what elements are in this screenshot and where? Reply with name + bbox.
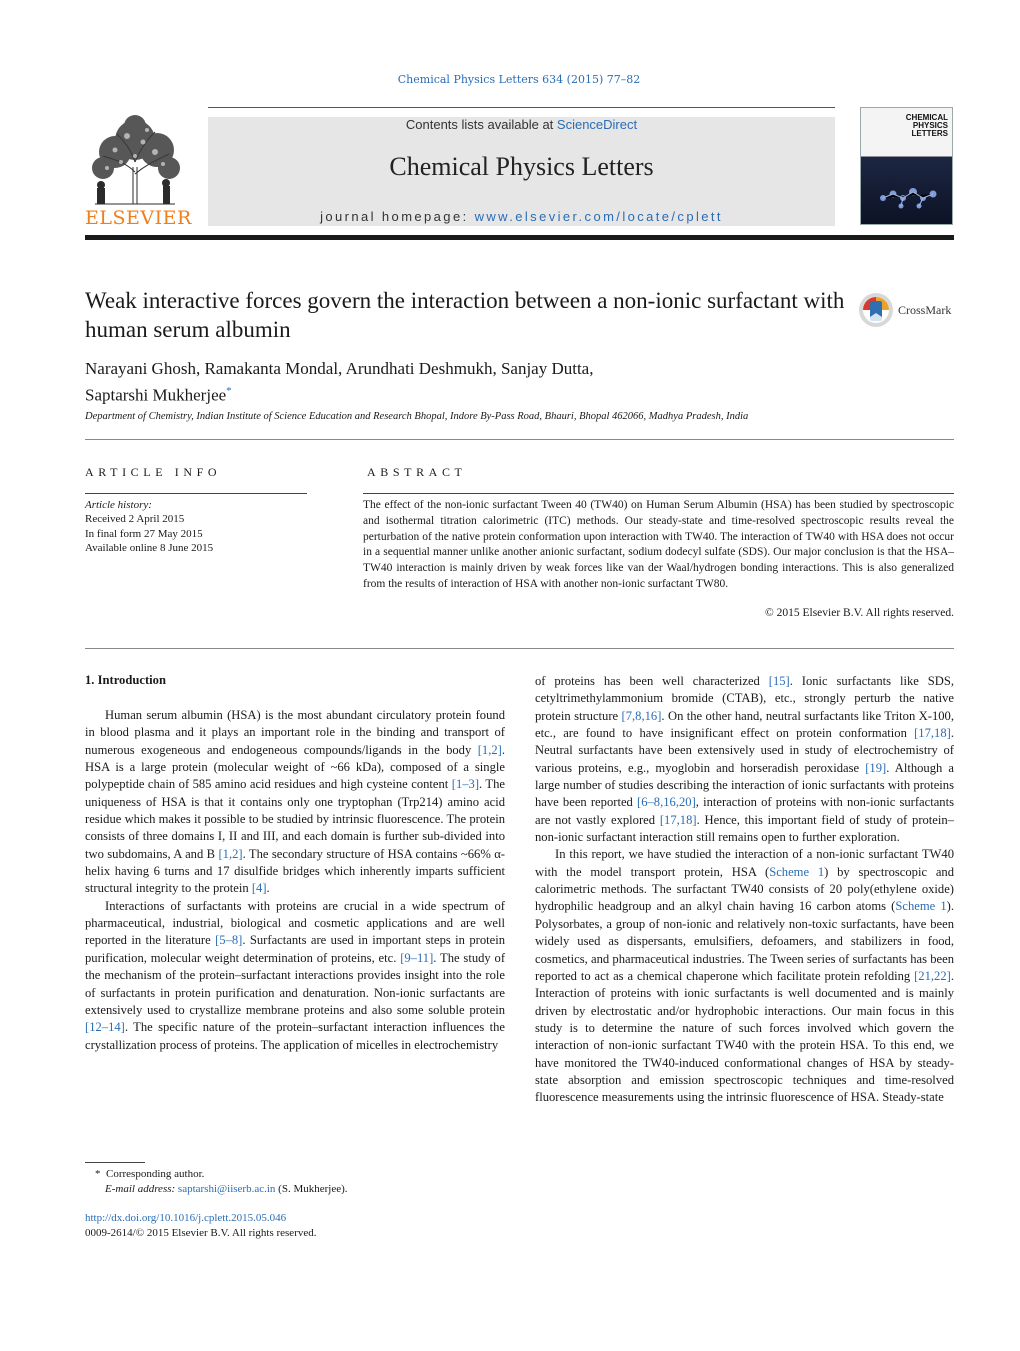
text-run: . The secondary structure of HSA contains ~66% α-helix having 6 turns and 17 disulfide bridges which inherently imparts sufficient structural integrity to the protein: [85, 846, 505, 896]
text-run: ). Polysorbates, a group of non-ionic and relatively non-toxic surfactants, have been widely used as dispersants, emulsifiers, defoamers, and stabilizers in food, cosmetics, and pharmaceutical industries. The Tween series of surfactants has been reported to act as a chemical chaperone which facilitate protein refolding: [535, 899, 955, 983]
citation-link[interactable]: [19]: [865, 760, 887, 775]
citation-link[interactable]: [9–11]: [400, 950, 434, 965]
elsevier-wordmark: ELSEVIER: [85, 207, 192, 229]
running-head: Chemical Physics Letters 634 (2015) 77–82: [397, 73, 641, 86]
journal-cover-thumbnail: [860, 107, 953, 225]
text-run: . Hence, this important field of study of protein–non-ionic surfactant interaction still remains open to further exploration.: [535, 812, 954, 845]
text-run: of proteins has been well characterized: [535, 674, 769, 688]
cover-title-line2: PHYSICS: [912, 121, 948, 130]
text-run: Human serum albumin (HSA) is the most abundant circulatory protein found in blood plasma and it plays an important role in the binding and transport of numerous exogeneous and endogeneous compounds/ligands in the body: [85, 708, 505, 757]
section-heading-introduction: 1. Introduction: [85, 673, 166, 687]
article-info-rule: [85, 493, 307, 494]
cover-molecule-image: [871, 168, 947, 218]
article-title: Weak interactive forces govern the interaction between a non-ionic surfactant with human serum albumin: [85, 288, 845, 342]
abstract-bottom-rule: [85, 648, 954, 649]
text-run: . The study of the mechanism of the protein–surfactant interactions provides insight into the role of surfactants in protein purification and denaturation. Non-ionic surfactants are extensively used to crystallize membrane proteins and also some soluble protein: [85, 950, 506, 1017]
email-label: E-mail address:: [105, 1183, 178, 1195]
issn-line: 0009-2614/© 2015 Elsevier B.V. All rights reserved.: [85, 1227, 317, 1239]
citation-link[interactable]: [4]: [251, 881, 267, 896]
abstract-heading: ABSTRACT: [367, 465, 467, 479]
text-run: . Ionic surfactants like SDS, cetyltrimethylammonium bromide (CTAB), etc., strongly perturb the native protein structure: [535, 674, 954, 723]
article-info-heading: ARTICLE INFO: [85, 465, 222, 479]
doi-block: [85, 1211, 505, 1241]
abstract-copyright: © 2015 Elsevier B.V. All rights reserved.: [765, 607, 954, 619]
history-final-form: In final form 27 May 2015: [85, 527, 203, 540]
paragraph: [535, 673, 954, 846]
author-list: [85, 357, 785, 407]
text-run: . Surfactants are used in important steps in protein purification, molecular weight determination of proteins, etc.: [85, 933, 505, 965]
email-suffix: (S. Mukherjee).: [275, 1183, 348, 1195]
authors-line1: Narayani Ghosh, Ramakanta Mondal, Arundhati Deshmukh, Sanjay Dutta,: [85, 359, 594, 378]
paragraph: [85, 707, 505, 898]
footnote-corresponding: [85, 1167, 505, 1182]
contents-prefix: Contents lists available at: [405, 117, 557, 132]
text-run: . On the other hand, neutral surfactants like Triton X-100, etc., are found to have insignificant effect on protein conformation: [535, 708, 954, 741]
footnote-mark: *: [95, 1168, 101, 1180]
history-online: Available online 8 June 2015: [85, 542, 214, 555]
email-link[interactable]: saptarshi@iiserb.ac.in: [177, 1183, 276, 1195]
article-history: [85, 498, 307, 556]
citation-link[interactable]: [15]: [768, 674, 790, 688]
crossmark-label: CrossMark: [898, 303, 952, 317]
affiliation-rule: [85, 439, 954, 440]
corresponding-mark[interactable]: *: [226, 385, 232, 397]
cover-title: [878, 114, 948, 138]
text-run: . Neutral surfactants have been extensively used in study of electrochemistry of various proteins, e.g., myoglobin and horseradish peroxidase: [535, 726, 954, 775]
homepage-link[interactable]: www.elsevier.com/locate/cplett: [474, 209, 723, 224]
doi-link[interactable]: http://dx.doi.org/10.1016/j.cplett.2015.05.046: [85, 1212, 287, 1224]
citation-link[interactable]: [1,2]: [218, 846, 243, 861]
abstract-rule: [363, 493, 954, 494]
history-received: Received 2 April 2015: [85, 513, 185, 526]
header-bottom-rule: [85, 235, 954, 240]
citation-link[interactable]: [17,18]: [659, 812, 697, 827]
text-run: , interaction of proteins with non-ionic surfactants are not vastly explored: [535, 795, 954, 827]
footnote-corresponding-text: Corresponding author.: [106, 1168, 205, 1180]
text-run: . The uniqueness of HSA is that it contains only one tryptophan (Trp214) amino acid residue which makes it possible to be studied by intrinsic fluorescence. The protein consists of three domains I, II and III, and each domain is further sub-divided into two subdomains, A and B: [85, 777, 505, 861]
citation-link[interactable]: [17,18]: [914, 726, 951, 741]
citation-link[interactable]: [6–8,16,20]: [637, 795, 696, 810]
text-run: Interactions of surfactants with proteins are crucial in a wide spectrum of pharmaceutical, industrial, biological and cosmetic applications and are well reported in the literature: [85, 898, 505, 948]
paragraph: [535, 846, 954, 1106]
text-run: . HSA is a large protein (molecular weight of ~66 kDa), composed of a single polypeptide chain of 585 amino acid residues and high cysteine content: [85, 742, 505, 792]
citation-link[interactable]: [1,2]: [477, 742, 502, 757]
citation-link[interactable]: [12–14]: [85, 1020, 125, 1035]
footnote-rule: [85, 1162, 145, 1163]
cover-title-line3: LETTERS: [911, 129, 948, 138]
abstract-text: The effect of the non-ionic surfactant Tween 40 (TW40) on Human Serum Albumin (HSA) has been studied by spectroscopic and isothermal titration calorimetric (ITC) methods. Our steady-state and time-resolved spectroscopic results reveal the perturbation of the native protein conformation upon interaction with TW40. The interaction of TW40 with HSA does not occur in a sequential manner unlike another anionic surfactant, sodium dodecyl sulfate (SDS). Our major conclusion is that the HSA–TW40 interaction is mainly driven by weak forces like van der Waal/hydrogen bonding interactions. This is also generalized from the results of interaction of HSA with another non-ionic surfactant TW80.: [363, 499, 954, 590]
text-run: .: [266, 881, 270, 896]
journal-homepage: [208, 209, 835, 224]
text-run: . Interaction of proteins with ionic surfactants is well documented and is mainly driven by electrostatic and/or hydrophobic interactions. Our main focus in this study is to determine the nature of such forces involved which govern the interaction of non-ionic surfactant TW40 with the protein HSA. To this end, we have monitored the TW40-induced conformational changes of HSA by steady-state absorption and emission spectroscopic techniques and time-resolved fluorescence measurements using the intrinsic fluorescence of HSA. Steady-state: [535, 968, 954, 1105]
text-run: In this report, we have studied the interaction of a non-ionic surfactant TW40 with the model transport protein, HSA (: [535, 847, 954, 879]
authors-line2: [85, 380, 785, 407]
body-column-left: [85, 707, 505, 1054]
citation-link[interactable]: [1–3]: [451, 777, 480, 792]
scheme-link[interactable]: Scheme 1: [769, 864, 825, 879]
journal-title: Chemical Physics Letters: [389, 152, 654, 181]
citation-link[interactable]: [21,22]: [914, 968, 951, 983]
sciencedirect-link[interactable]: ScienceDirect: [556, 117, 638, 132]
history-label: Article history:: [85, 499, 152, 511]
affiliation: Department of Chemistry, Indian Institute of Science Education and Research Bhopal, Indore By-Pass Road, Bhauri, Bhopal 462066, Madhya Pradesh, India: [85, 411, 749, 422]
cover-title-line1: CHEMICAL: [905, 113, 948, 122]
citation-link[interactable]: [7,8,16]: [621, 708, 662, 723]
scheme-link[interactable]: Scheme 1: [895, 899, 947, 914]
paragraph: [85, 898, 505, 1054]
text-run: . The specific nature of the protein–surfactant interaction influences the crystallization process of proteins. The application of micelles in electrochemistry: [85, 1020, 505, 1052]
header-top-rule: [208, 107, 835, 108]
body-column-right: [535, 673, 954, 1107]
text-run: . Although a large number of studies describing the interaction of ionic surfactants with proteins have been reported: [535, 760, 955, 810]
author-corresponding: Saptarshi Mukherjee: [85, 385, 227, 405]
contents-line: [208, 117, 835, 132]
text-run: ) by spectroscopic and calorimetric methods. The surfactant TW40 consists of 20 poly(ethylene oxide) hydrophilic headgroup and an alkyl chain having 16 carbon atoms (: [535, 864, 954, 914]
homepage-prefix: journal homepage:: [320, 209, 475, 224]
footnote-email: [85, 1182, 505, 1197]
footnote: [85, 1167, 505, 1197]
citation-link[interactable]: [5–8]: [215, 933, 243, 948]
